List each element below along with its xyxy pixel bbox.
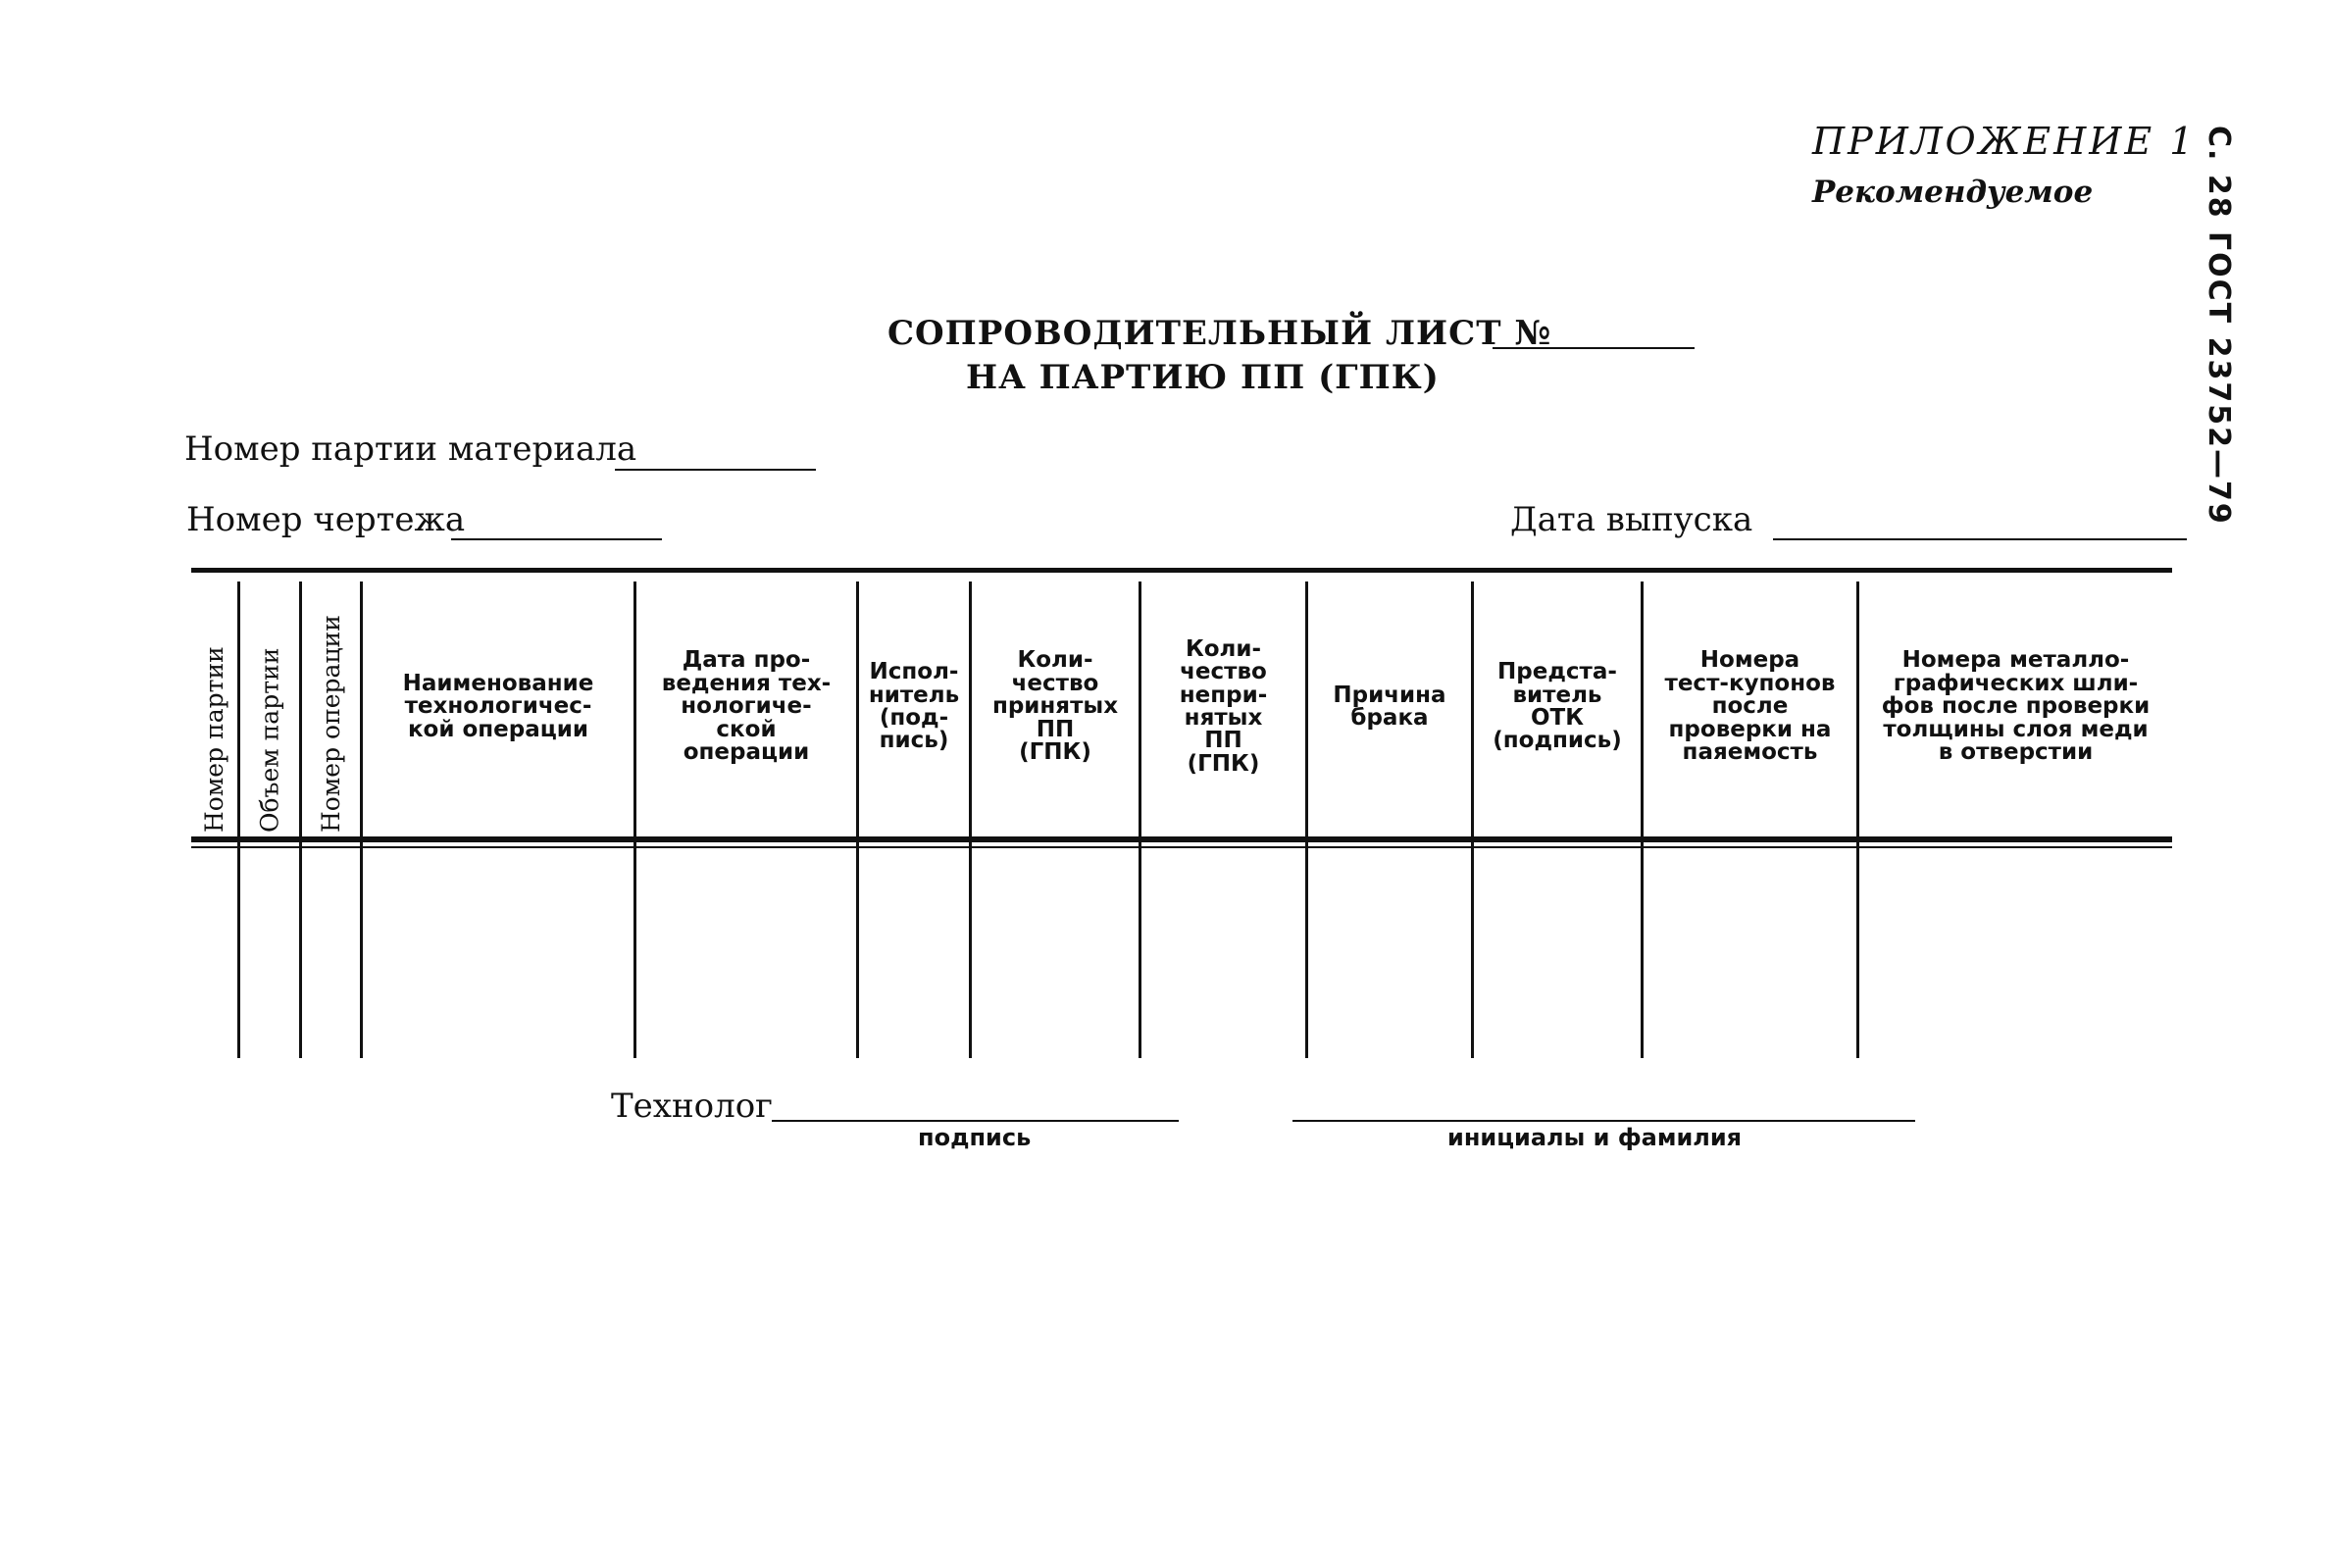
appendix-label: ПРИЛОЖЕНИЕ 1	[1812, 120, 2197, 163]
header-reject-reason: Причина брака	[1333, 682, 1446, 731]
table-header-rule	[191, 836, 2172, 842]
signature-blank[interactable]	[772, 1120, 1179, 1122]
routing-table	[191, 568, 2172, 1058]
material-batch-blank[interactable]	[615, 469, 816, 471]
header-rejected-qty: Коли- чество непри- нятых ПП (ГПК)	[1179, 635, 1268, 777]
header-microsection-numbers: Номера металло- графических шли- фов после проверки толщины слоя меди в отверстии	[1881, 647, 2151, 766]
header-accepted-qty: Коли- чество принятых ПП (ГПК)	[991, 647, 1119, 766]
table-row[interactable]	[191, 852, 2172, 1058]
material-batch-label: Номер партии материала	[184, 430, 637, 469]
table-header-rule-inner	[191, 846, 2172, 848]
release-date-label: Дата выпуска	[1510, 500, 1753, 539]
sheet-number-blank[interactable]	[1493, 347, 1695, 349]
recommended-label: Рекомендуемое	[1812, 175, 2094, 210]
signature-caption: подпись	[918, 1124, 1032, 1151]
header-operation-number: Номер операции	[317, 615, 345, 833]
header-executor: Испол- нитель (под- пись)	[868, 659, 960, 754]
document-title-line2: НА ПАРТИЮ ПП (ГПК)	[966, 358, 1440, 397]
name-blank[interactable]	[1292, 1120, 1915, 1122]
header-test-coupons: Номера тест-купонов после проверки на паяемость	[1664, 647, 1836, 766]
release-date-blank[interactable]	[1773, 538, 2187, 540]
drawing-number-label: Номер чертежа	[186, 500, 466, 539]
header-operation-name: Наименование технологичес- кой операции	[402, 670, 594, 742]
table-top-rule	[191, 568, 2172, 573]
name-caption: инициалы и фамилия	[1447, 1124, 1743, 1151]
header-operation-date: Дата про- ведения тех- нологиче- ской операции	[661, 647, 832, 766]
technologist-label: Технолог	[611, 1087, 773, 1126]
drawing-number-blank[interactable]	[451, 538, 662, 540]
standard-page-code: С. 28 ГОСТ 23752—79	[2202, 126, 2236, 526]
header-batch-volume: Объем партии	[255, 647, 284, 833]
document-title-line1: СОПРОВОДИТЕЛЬНЫЙ ЛИСТ №	[887, 314, 1552, 353]
header-qc-representative: Предста- витель ОТК (подпись)	[1493, 659, 1622, 754]
header-batch-number: Номер партии	[200, 646, 228, 833]
